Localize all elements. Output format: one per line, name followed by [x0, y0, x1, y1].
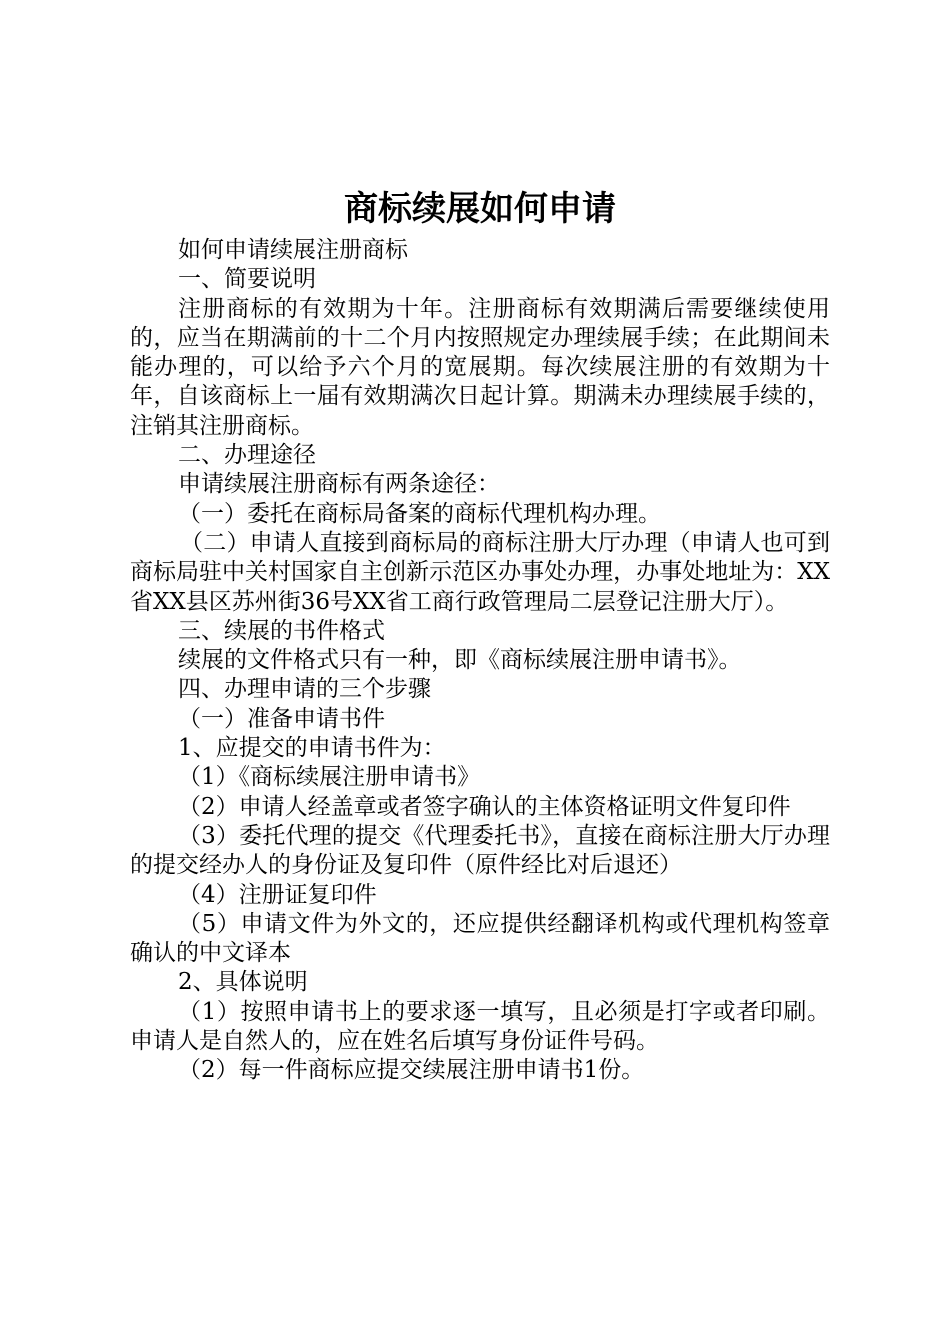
paragraph-subtitle: 如何申请续展注册商标 — [178, 237, 408, 263]
paragraph-route-1: （一）委托在商标局备案的商标代理机构办理。 — [178, 500, 661, 527]
list-item-doc-5: （5）申请文件为外文的，还应提供经翻译机构或代理机构签章确认的中文译本 — [130, 910, 830, 967]
list-item-doc-2: （2）申请人经盖章或者签字确认的主体资格证明文件复印件 — [178, 793, 791, 820]
heading-section-1: 一、简要说明 — [178, 266, 316, 293]
heading-step-1: （一）准备申请书件 — [178, 705, 385, 732]
paragraph-validity: 注册商标的有效期为十年。注册商标有效期满后需要继续使用的，应当在期满前的十二个月内按照规定办理续展手续；在此期间未能办理的，可以给予六个月的宽展期。每次续展注册的有效期为十年，自该商标上一届有效期满次日起计算。期满未办理续展手续的，注销其注册商标。 — [130, 295, 830, 439]
list-item-detail-1: （1）按照申请书上的要求逐一填写，且必须是打字或者印刷。申请人是自然人的，应在姓名后填写身份证件号码。 — [130, 998, 830, 1055]
list-item-doc-3: （3）委托代理的提交《代理委托书》，直接在商标注册大厅办理的提交经办人的身份证及复印件（原件经比对后退还） — [130, 822, 830, 879]
list-item-detail-2: （2）每一件商标应提交续展注册申请书1份。 — [178, 1057, 645, 1084]
list-item-doc-4: （4）注册证复印件 — [178, 881, 377, 908]
paragraph-route-2: （二）申请人直接到商标局的商标注册大厅办理（申请人也可到商标局驻中关村国家自主创新示范区办事处办理，办事处地址为：XX省XX县区苏州街36号XX省工商行政管理局二层登记注册大厅）。 — [130, 529, 830, 615]
heading-details: 2、具体说明 — [178, 969, 308, 996]
heading-section-2: 二、办理途径 — [178, 442, 316, 469]
document-page — [130, 184, 830, 1086]
paragraph-docs-intro: 1、应提交的申请书件为： — [178, 735, 446, 762]
paragraph-format: 续展的文件格式只有一种，即《商标续展注册申请书》。 — [178, 647, 742, 674]
heading-section-4: 四、办理申请的三个步骤 — [178, 676, 431, 703]
list-item-doc-1: （1）《商标续展注册申请书》 — [178, 764, 481, 791]
document-title: 商标续展如何申请 — [344, 189, 616, 229]
paragraph-routes-intro: 申请续展注册商标有两条途径： — [178, 471, 500, 498]
heading-section-3: 三、续展的书件格式 — [178, 617, 385, 644]
